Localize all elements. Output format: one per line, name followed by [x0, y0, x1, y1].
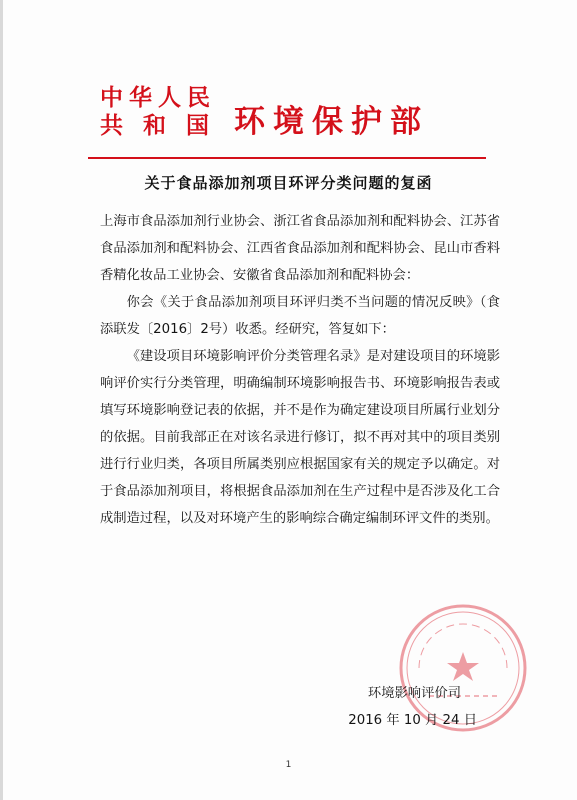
body-paragraph-1: 你会《关于食品添加剂项目环评归类不当问题的情况反映》（食添联发〔2016〕2号）收悉。经研究，答复如下：: [100, 295, 500, 337]
signature-date: 2016 年 10 月 24 日: [348, 713, 477, 728]
scan-edge: [0, 0, 3, 800]
letterhead-red-rule: [88, 157, 486, 159]
letterhead-country-line2: 共 和 国: [100, 112, 216, 139]
signature-block: [348, 680, 477, 734]
letterhead-country-line1: 中华人民: [100, 84, 216, 111]
recipients-paragraph: 上海市食品添加剂行业协会、浙江省食品添加剂和配料协会、江苏省食品添加剂和配料协会、江西省食品添加剂和配料协会、昆山市香料香精化妆品工业协会、安徽省食品添加剂和配料协会：: [100, 214, 500, 283]
document-title: 关于食品添加剂项目环评分类问题的复函: [144, 174, 433, 192]
signature-organization: 环境影响评价司: [367, 686, 461, 701]
letterhead-country: [100, 84, 220, 140]
document-body: [100, 208, 500, 532]
page-number: 1: [285, 760, 292, 770]
letterhead: [100, 82, 500, 152]
body-paragraph-2: 《建设项目环境影响评价分类管理名录》是对建设项目的环境影响评价实行分类管理，明确编制环境影响报告书、环境影响报告表或填写环境影响登记表的依据，并不是作为确定建设项目所属行业划分的依据。目前我部正在对该名录进行修订，拟不再对其中的项目类别进行行业归类，各项目所属类别应根据国家有关的规定予以确定。对于食品添加剂项目，将根据食品添加剂在生产过程中是否涉及化工合成制造过程，以及对环境产生的影响综合确定编制环评文件的类别。: [100, 349, 500, 526]
letterhead-ministry: 环境保护部: [234, 104, 429, 140]
